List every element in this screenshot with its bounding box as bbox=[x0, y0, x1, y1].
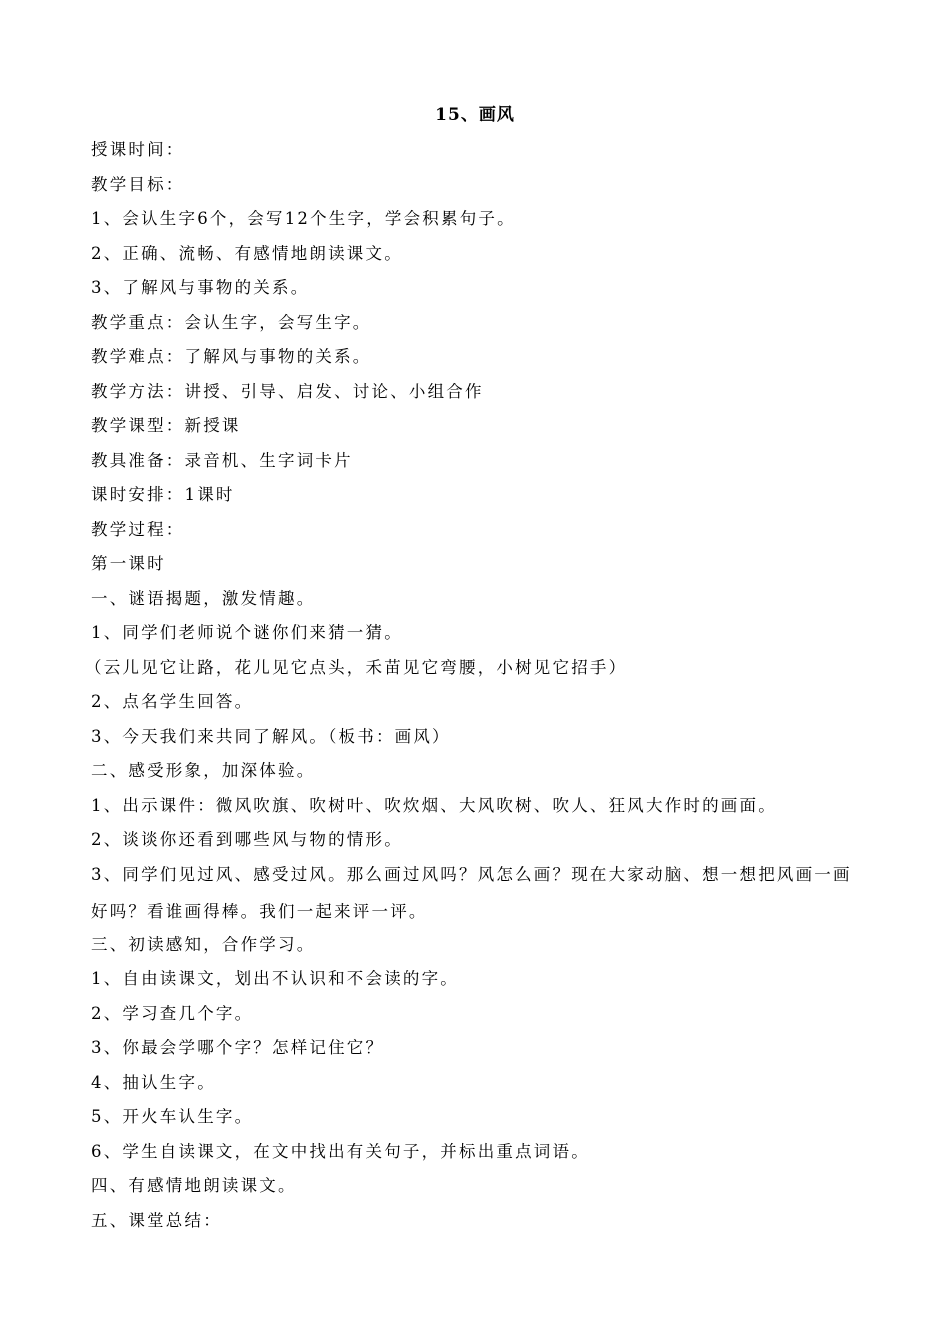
text-line-difficulties: 教学难点：了解风与事物的关系。 bbox=[91, 347, 372, 366]
text-line-methods: 教学方法：讲授、引导、启发、讨论、小组合作 bbox=[91, 381, 484, 401]
text-line-section-3-item-4: 4、抽认生字。 bbox=[91, 1072, 216, 1092]
text-line-section-2-item-1: 1、出示课件：微风吹旗、吹树叶、吹炊烟、大风吹树、吹人、狂风大作时的画面。 bbox=[91, 795, 777, 815]
text-line-section-3: 三、初读感知，合作学习。 bbox=[91, 934, 316, 954]
text-line-class-time: 授课时间： bbox=[91, 140, 185, 159]
text-line-process-heading: 教学过程： bbox=[91, 519, 185, 539]
text-line-first-lesson: 第一课时 bbox=[91, 554, 166, 573]
text-line-section-3-item-2: 2、学习查几个字。 bbox=[91, 1003, 254, 1023]
text-line-section-4: 四、有感情地朗读课文。 bbox=[91, 1176, 297, 1195]
text-line-objective-1: 1、会认生字6个，会写12个生字，学会积累句子。 bbox=[91, 209, 516, 228]
text-line-materials: 教具准备：录音机、生字词卡片 bbox=[91, 450, 353, 470]
document-title: 15、画风 bbox=[435, 105, 515, 125]
text-line-objective-3: 3、了解风与事物的关系。 bbox=[91, 278, 310, 297]
text-line-section-3-item-5: 5、开火车认生字。 bbox=[91, 1107, 254, 1126]
text-line-section-1-item-3: 3、今天我们来共同了解风。（板书：画风） bbox=[91, 726, 451, 746]
text-line-key-points: 教学重点：会认生字，会写生字。 bbox=[91, 312, 372, 332]
text-line-section-3-item-3: 3、你最会学哪个字？怎样记住它？ bbox=[91, 1038, 385, 1057]
text-line-section-1: 一、谜语揭题，激发情趣。 bbox=[91, 588, 316, 608]
text-line-section-2: 二、感受形象，加深体验。 bbox=[91, 761, 316, 780]
text-line-lesson-type: 教学课型：新授课 bbox=[91, 416, 241, 435]
text-line-section-1-item-1: 1、同学们老师说个谜你们来猜一猜。 bbox=[91, 623, 403, 642]
text-line-section-5: 五、课堂总结： bbox=[91, 1210, 222, 1230]
text-line-objectives-heading: 教学目标： bbox=[91, 174, 185, 194]
text-line-section-3-item-6: 6、学生自读课文，在文中找出有关句子，并标出重点词语。 bbox=[91, 1141, 590, 1161]
text-line-schedule: 课时安排：1课时 bbox=[91, 485, 235, 504]
text-line-section-2-item-3: 3、同学们见过风、感受过风。那么画过风吗？风怎么画？现在大家动脑、想一想把风画一画好吗？看谁画得棒。我们一起来评一评。 bbox=[91, 864, 852, 921]
text-line-section-3-item-1: 1、自由读课文，划出不认识和不会读的字。 bbox=[91, 969, 459, 988]
text-line-objective-2: 2、正确、流畅、有感情地朗读课文。 bbox=[91, 243, 403, 263]
text-line-section-2-item-2: 2、谈谈你还看到哪些风与物的情形。 bbox=[91, 830, 403, 849]
text-line-riddle: （云儿见它让路，花儿见它点头，禾苗见它弯腰，小树见它招手） bbox=[85, 657, 628, 677]
document-body bbox=[85, 133, 881, 1238]
text-line-section-1-item-2: 2、点名学生回答。 bbox=[91, 692, 254, 711]
